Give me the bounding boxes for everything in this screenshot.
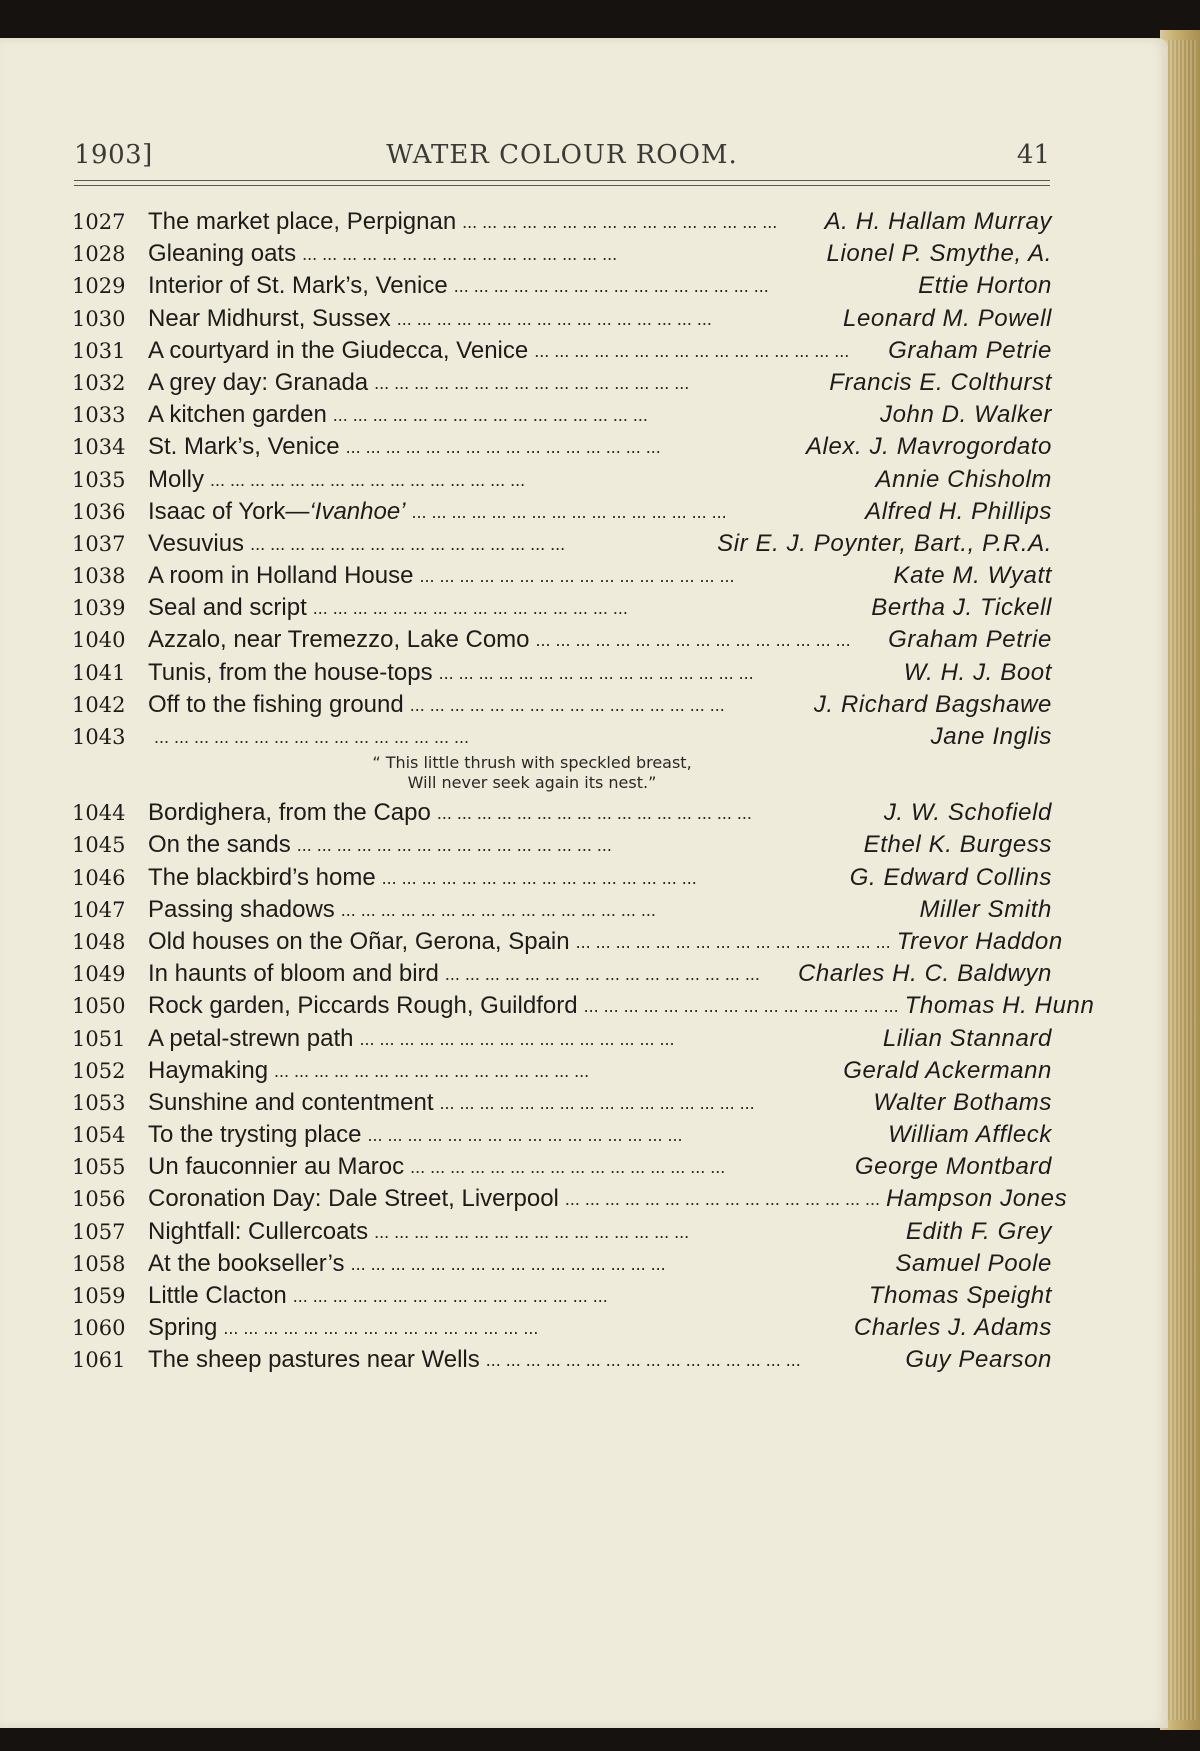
- dot-leader: ... ... ... ... ... ... ... ... ... ... ... ... ... ... ... ...: [374, 372, 690, 393]
- entry-artist: Edith F. Grey: [905, 1217, 1052, 1245]
- dot-leader: ... ... ... ... ... ... ... ... ... ... ... ... ... ... ... ...: [381, 867, 697, 888]
- entry-number: 1037: [72, 531, 126, 556]
- entry-title: Passing shadows: [148, 895, 335, 923]
- entry-artist: Ettie Horton: [918, 272, 1052, 300]
- entry-title: To the trysting place: [148, 1121, 362, 1149]
- catalogue-entry: [72, 496, 1052, 528]
- entry-number: 1041: [72, 660, 126, 685]
- entry-artist: W. H. J. Boot: [903, 658, 1052, 686]
- dot-leader: ... ... ... ... ... ... ... ... ... ... ... ... ... ... ... ...: [312, 598, 628, 619]
- entry-title: The market place, Perpignan: [148, 208, 457, 235]
- entry-title: A grey day: Granada: [148, 368, 369, 396]
- entry-title: The sheep pastures near Wells: [148, 1346, 480, 1374]
- entry-artist: Graham Petrie: [888, 336, 1052, 364]
- entry-title: Spring: [148, 1314, 218, 1342]
- catalogue-entry: [72, 1248, 1052, 1280]
- catalogue-entry: [72, 1344, 1052, 1376]
- catalogue-entry: [72, 1055, 1052, 1087]
- entry-artist: Sir E. J. Poynter, Bart., P.R.A.: [717, 529, 1052, 557]
- entry-number: 1061: [72, 1348, 126, 1373]
- catalogue-entry: [72, 464, 1052, 496]
- entry-number: 1035: [72, 467, 126, 492]
- dot-leader: ... ... ... ... ... ... ... ... ... ... ... ... ... ... ... ...: [223, 1318, 539, 1339]
- entry-title: St. Mark’s, Venice: [148, 433, 340, 461]
- catalogue-entry: [72, 797, 1052, 829]
- quote-line-1: “ This little thrush with speckled breast,: [372, 753, 692, 773]
- dot-leader: ... ... ... ... ... ... ... ... ... ... ... ... ... ... ... ...: [439, 1092, 755, 1113]
- entry-artist: Jane Inglis: [930, 723, 1052, 750]
- dot-leader: ... ... ... ... ... ... ... ... ... ... ... ... ... ... ... ...: [302, 244, 618, 265]
- page-number: 41: [1016, 140, 1050, 170]
- entry-title: Gleaning oats: [148, 240, 297, 268]
- catalogue-entry: [72, 1183, 1068, 1215]
- dot-leader: ... ... ... ... ... ... ... ... ... ... ... ... ... ... ... ...: [410, 1157, 726, 1178]
- entry-number: 1050: [72, 994, 126, 1019]
- entry-title: Azzalo, near Tremezzo, Lake Como: [148, 626, 530, 654]
- entry-title: A room in Holland House: [148, 562, 414, 590]
- catalogue-entry: [72, 399, 1052, 431]
- running-header: [74, 140, 1050, 180]
- dot-leader: ... ... ... ... ... ... ... ... ... ... ... ... ... ... ... ...: [292, 1286, 608, 1306]
- entry-artist: Lilian Stannard: [882, 1024, 1052, 1052]
- dot-leader: ... ... ... ... ... ... ... ... ... ... ... ... ... ... ... ...: [583, 996, 899, 1017]
- dot-leader: ... ... ... ... ... ... ... ... ... ... ... ... ... ... ... ...: [250, 533, 566, 554]
- entry-number: 1051: [72, 1026, 126, 1051]
- catalogue-entry: [72, 1216, 1052, 1248]
- dot-leader: ... ... ... ... ... ... ... ... ... ... ... ... ... ... ... ...: [436, 803, 752, 824]
- entry-number: 1030: [72, 306, 126, 331]
- entry-number: 1060: [72, 1316, 126, 1341]
- entry-title-italic: ‘Ivanhoe’: [309, 497, 406, 525]
- dot-leader: ... ... ... ... ... ... ... ... ... ... ... ... ... ... ... ...: [575, 931, 891, 952]
- catalogue-entry: [72, 592, 1052, 624]
- header-rule-thin: [74, 185, 1050, 186]
- dot-leader: ... ... ... ... ... ... ... ... ... ... ... ... ... ... ... ...: [210, 469, 526, 490]
- dot-leader: ... ... ... ... ... ... ... ... ... ... ... ... ... ... ... ...: [444, 964, 760, 985]
- catalogue-entry: [72, 560, 1052, 592]
- dot-leader: ... ... ... ... ... ... ... ... ... ... ... ... ... ... ... ...: [350, 1253, 666, 1274]
- entry-title: Un fauconnier au Maroc: [148, 1153, 405, 1181]
- catalogue-list: [72, 206, 1095, 1377]
- entry-title: Off to the fishing ground: [148, 690, 404, 718]
- catalogue-entry: [72, 238, 1052, 270]
- entry-artist: Miller Smith: [919, 895, 1052, 923]
- dot-leader: ... ... ... ... ... ... ... ... ... ... ... ... ... ... ... ...: [332, 405, 648, 426]
- entry-number: 1059: [72, 1284, 126, 1308]
- entry-artist: Leonard M. Powell: [843, 304, 1052, 332]
- entry-title: Interior of St. Mark’s, Venice: [148, 272, 448, 300]
- entry-number: 1046: [72, 865, 126, 890]
- entry-quote: [72, 753, 1052, 795]
- entry-number: 1044: [72, 801, 126, 826]
- entry-number: 1043: [72, 725, 126, 749]
- entry-title: Vesuvius: [148, 529, 245, 557]
- catalogue-entry: [72, 270, 1052, 302]
- entry-artist: John D. Walker: [879, 401, 1052, 429]
- entry-artist: William Affleck: [888, 1121, 1052, 1149]
- dot-leader: ... ... ... ... ... ... ... ... ... ... ... ... ... ... ... ...: [374, 1221, 690, 1242]
- dot-leader: ... ... ... ... ... ... ... ... ... ... ... ... ... ... ... ...: [534, 340, 850, 361]
- catalogue-entry: [72, 862, 1052, 894]
- entry-title: In haunts of bloom and bird: [148, 960, 439, 988]
- header-rule: [74, 180, 1050, 181]
- catalogue-entry: [72, 431, 1052, 463]
- entry-title: Little Clacton: [148, 1282, 287, 1309]
- entry-artist: Kate M. Wyatt: [893, 562, 1052, 590]
- entry-artist: Charles H. C. Baldwyn: [797, 960, 1052, 988]
- dot-leader: ... ... ... ... ... ... ... ... ... ... ... ... ... ... ... ...: [462, 212, 778, 232]
- catalogue-entry: [72, 1312, 1052, 1344]
- dot-leader: ... ... ... ... ... ... ... ... ... ... ... ... ... ... ... ...: [345, 437, 661, 458]
- dot-leader: ... ... ... ... ... ... ... ... ... ... ... ... ... ... ... ...: [564, 1189, 880, 1210]
- entry-artist: Alex. J. Mavrogordato: [805, 433, 1052, 461]
- dot-leader: ... ... ... ... ... ... ... ... ... ... ... ... ... ... ... ...: [485, 1350, 801, 1371]
- entry-title: Molly: [148, 465, 205, 493]
- entry-title: A petal-strewn path: [148, 1024, 354, 1052]
- entry-number: 1054: [72, 1123, 126, 1148]
- entry-number: 1052: [72, 1058, 126, 1083]
- entry-title: Old houses on the Oñar, Gerona, Spain: [148, 927, 570, 955]
- dot-leader: ... ... ... ... ... ... ... ... ... ... ... ... ... ... ... ...: [296, 835, 612, 856]
- entry-artist: Francis E. Colthurst: [829, 368, 1052, 396]
- dot-leader: ... ... ... ... ... ... ... ... ... ... ... ... ... ... ... ...: [274, 1060, 590, 1081]
- entry-number: 1027: [72, 210, 126, 234]
- entry-artist: Alfred H. Phillips: [865, 497, 1052, 525]
- entry-title: Tunis, from the house-tops: [148, 658, 433, 686]
- dot-leader: ... ... ... ... ... ... ... ... ... ... ... ... ... ... ... ...: [453, 276, 769, 297]
- entry-artist: Thomas Speight: [868, 1282, 1052, 1309]
- dot-leader: ... ... ... ... ... ... ... ... ... ... ... ... ... ... ... ...: [409, 694, 725, 715]
- entry-artist: Ethel K. Burgess: [863, 831, 1052, 859]
- dot-leader: ... ... ... ... ... ... ... ... ... ... ... ... ... ... ... ...: [419, 566, 735, 587]
- entry-artist: Annie Chisholm: [875, 465, 1052, 493]
- entry-artist: Samuel Poole: [895, 1249, 1052, 1277]
- catalogue-entry: [72, 1151, 1052, 1183]
- header-year: 1903]: [74, 140, 153, 170]
- entry-artist: Trevor Haddon: [896, 927, 1063, 955]
- entry-artist: Thomas H. Hunn: [904, 992, 1095, 1020]
- catalogue-entry: [72, 894, 1052, 926]
- catalogue-entry: [72, 1119, 1052, 1151]
- dot-leader: ... ... ... ... ... ... ... ... ... ... ... ... ... ... ... ...: [154, 727, 470, 747]
- catalogue-entry: [72, 829, 1052, 861]
- catalogue-entry: [72, 206, 1052, 238]
- entry-number: 1047: [72, 897, 126, 922]
- catalogue-entry: [72, 528, 1052, 560]
- entry-title: Nightfall: Cullercoats: [148, 1217, 369, 1245]
- entry-artist: Lionel P. Smythe, A.: [826, 240, 1052, 268]
- entry-title: Near Midhurst, Sussex: [148, 304, 391, 332]
- quote-line-2: Will never seek again its nest.”: [407, 773, 657, 793]
- entry-title: The blackbird’s home: [148, 863, 376, 891]
- catalogue-entry: [72, 303, 1052, 335]
- dot-leader: ... ... ... ... ... ... ... ... ... ... ... ... ... ... ... ...: [359, 1028, 675, 1049]
- entry-title: Sunshine and contentment: [148, 1088, 434, 1116]
- dot-leader: ... ... ... ... ... ... ... ... ... ... ... ... ... ... ... ...: [367, 1125, 683, 1146]
- entry-number: 1036: [72, 499, 126, 524]
- entry-artist: Walter Bothams: [873, 1088, 1052, 1116]
- entry-artist: Graham Petrie: [888, 626, 1052, 654]
- entry-artist: Charles J. Adams: [853, 1314, 1052, 1342]
- catalogue-entry: [72, 926, 1063, 958]
- entry-artist: A. H. Hallam Murray: [824, 208, 1052, 235]
- dot-leader: ... ... ... ... ... ... ... ... ... ... ... ... ... ... ... ...: [411, 501, 727, 522]
- entry-number: 1042: [72, 692, 126, 717]
- entry-number: 1032: [72, 370, 126, 395]
- entry-number: 1033: [72, 403, 126, 428]
- entry-title: Bordighera, from the Capo: [148, 799, 431, 827]
- catalogue-entry: [72, 1087, 1052, 1119]
- catalogue-list-part-1: [72, 206, 1052, 753]
- entry-number: 1055: [72, 1155, 126, 1180]
- entry-number: 1057: [72, 1219, 126, 1244]
- entry-number: 1048: [72, 929, 126, 954]
- catalogue-entry: [72, 958, 1052, 990]
- catalogue-entry: [72, 367, 1052, 399]
- entry-number: 1031: [72, 338, 126, 363]
- dot-leader: ... ... ... ... ... ... ... ... ... ... ... ... ... ... ... ...: [340, 899, 656, 920]
- entry-artist: Hampson Jones: [885, 1185, 1068, 1213]
- dot-leader: ... ... ... ... ... ... ... ... ... ... ... ... ... ... ... ...: [396, 308, 712, 329]
- entry-number: 1049: [72, 962, 126, 987]
- catalogue-entry: [72, 624, 1052, 656]
- entry-number: 1039: [72, 596, 126, 621]
- entry-number: 1053: [72, 1090, 126, 1115]
- entry-number: 1058: [72, 1251, 126, 1276]
- dot-leader: ... ... ... ... ... ... ... ... ... ... ... ... ... ... ... ...: [535, 630, 851, 651]
- catalogue-entry: [72, 335, 1052, 367]
- entry-number: 1040: [72, 628, 126, 653]
- entry-artist: G. Edward Collins: [849, 863, 1052, 891]
- catalogue-entry: [72, 657, 1052, 689]
- entry-title: On the sands: [148, 831, 291, 859]
- entry-title: Haymaking: [148, 1056, 269, 1084]
- catalogue-entry: [72, 990, 1095, 1022]
- entry-title: Rock garden, Piccards Rough, Guildford: [148, 992, 578, 1020]
- catalogue-entry: [72, 689, 1052, 721]
- catalogue-entry: [72, 1280, 1052, 1312]
- entry-artist: J. W. Schofield: [883, 799, 1052, 827]
- entry-artist: J. Richard Bagshawe: [813, 690, 1052, 718]
- entry-number: 1038: [72, 564, 126, 589]
- entry-title: Coronation Day: Dale Street, Liverpool: [148, 1185, 559, 1213]
- entry-title: A courtyard in the Giudecca, Venice: [148, 336, 529, 364]
- catalogue-entry: [72, 1023, 1052, 1055]
- entry-number: 1045: [72, 833, 126, 858]
- entry-title: Isaac of York—‘Ivanhoe’: [148, 497, 406, 525]
- catalogue-list-part-2: [72, 797, 1095, 1376]
- entry-title: A kitchen garden: [148, 401, 327, 429]
- entry-number: 1056: [72, 1187, 126, 1212]
- dot-leader: ... ... ... ... ... ... ... ... ... ... ... ... ... ... ... ...: [438, 662, 754, 683]
- entry-artist: George Montbard: [854, 1153, 1052, 1181]
- catalogue-entry: [72, 721, 1052, 753]
- header-title: WATER COLOUR ROOM.: [386, 140, 738, 170]
- entry-number: 1028: [72, 242, 126, 267]
- entry-artist: Gerald Ackermann: [843, 1056, 1052, 1084]
- entry-artist: Bertha J. Tickell: [871, 594, 1052, 622]
- entry-number: 1029: [72, 274, 126, 299]
- page-edge-texture: [1166, 40, 1196, 1720]
- entry-title: At the bookseller’s: [148, 1249, 345, 1277]
- entry-number: 1034: [72, 435, 126, 460]
- entry-artist: Guy Pearson: [905, 1346, 1052, 1374]
- entry-title: Seal and script: [148, 594, 307, 622]
